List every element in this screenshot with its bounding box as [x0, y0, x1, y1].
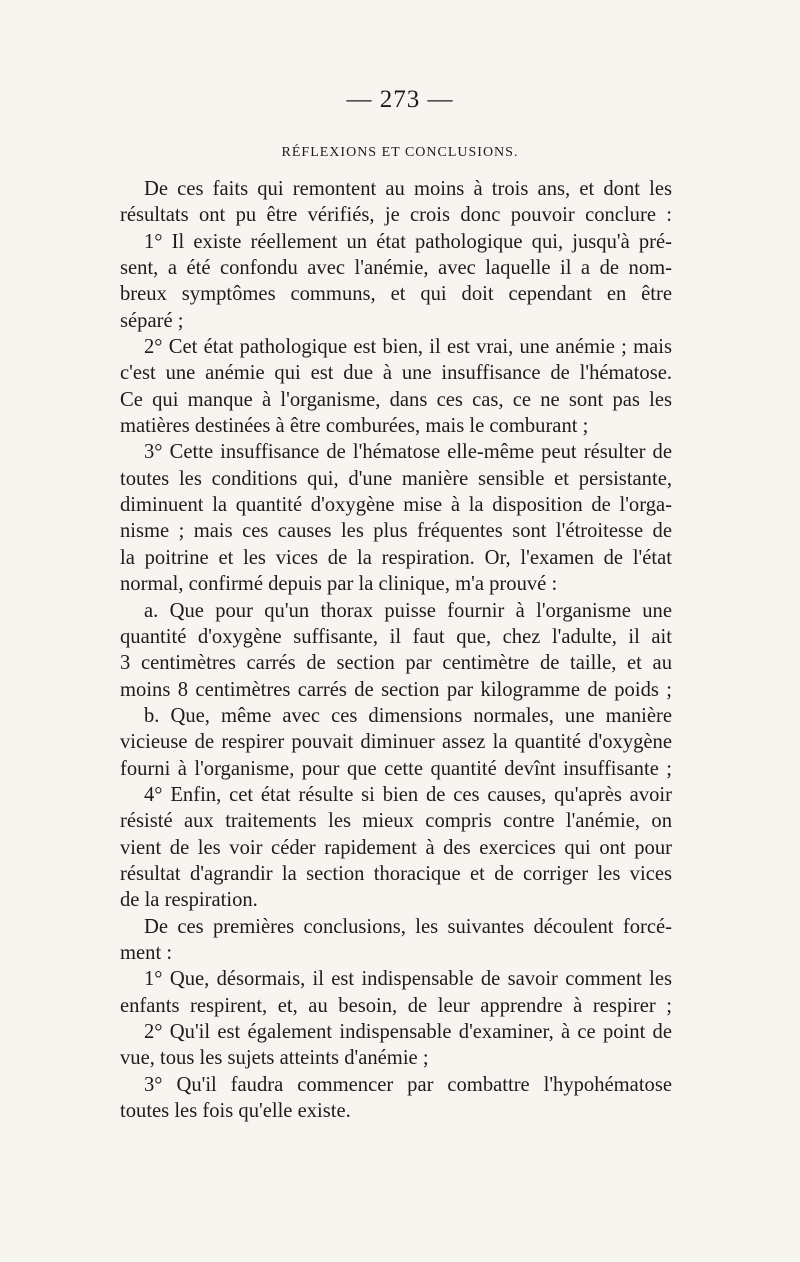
- text-line: 1° Il existe réellement un état pathologique qui, jusqu'à pré-: [144, 230, 672, 253]
- text-line: vicieuse de respirer pouvait diminuer assez la quantité d'oxygène: [120, 731, 672, 754]
- text-line: ment :: [120, 941, 173, 964]
- text-line: normal, confirmé depuis par la clinique, m'a prouvé :: [120, 573, 558, 596]
- text-line: Ce qui manque à l'organisme, dans ces cas, ce ne sont pas les: [120, 388, 672, 411]
- text-line: a. Que pour qu'un thorax puisse fournir à l'organisme une: [144, 599, 672, 622]
- text-line: b. Que, même avec ces dimensions normales, une manière: [144, 704, 672, 727]
- text-line: quantité d'oxygène suffisante, il faut que, chez l'adulte, il ait: [120, 625, 672, 648]
- text-line: de la respiration.: [120, 889, 258, 912]
- text-line: résisté aux traitements les mieux compris contre l'anémie, on: [120, 810, 672, 833]
- text-line: 3 centimètres carrés de section par centimètre de taille, et au: [120, 652, 672, 675]
- text-line: résultat d'agrandir la section thoracique et de corriger les vices: [120, 862, 672, 885]
- text-line: nisme ; mais ces causes les plus fréquentes sont l'étroitesse de: [120, 520, 672, 543]
- text-line: breux symptômes communs, et qui doit cependant en être: [120, 283, 672, 306]
- text-line: fourni à l'organisme, pour que cette quantité devînt insuffisante ;: [120, 757, 672, 780]
- text-line: De ces premières conclusions, les suivantes découlent forcé-: [144, 915, 672, 938]
- text-line: toutes les fois qu'elle existe.: [120, 1100, 351, 1123]
- text-line: c'est une anémie qui est due à une insuffisance de l'hématose.: [120, 362, 672, 385]
- text-line: matières destinées à être comburées, mais le comburant ;: [120, 415, 589, 438]
- text-line: 3° Cette insuffisance de l'hématose elle-même peut résulter de: [144, 441, 672, 464]
- text-line: séparé ;: [120, 309, 184, 332]
- text-line: 3° Qu'il faudra commencer par combattre l'hypohématose: [144, 1073, 672, 1096]
- text-line: 2° Cet état pathologique est bien, il est vrai, une anémie ; mais: [144, 336, 672, 359]
- text-line: diminuent la quantité d'oxygène mise à la disposition de l'orga-: [120, 494, 672, 517]
- page-number: — 273 —: [346, 86, 454, 113]
- body-text: [120, 176, 672, 1124]
- text-line: 1° Que, désormais, il est indispensable de savoir comment les: [144, 968, 672, 991]
- text-line: enfants respirent, et, au besoin, de leur apprendre à respirer ;: [120, 994, 672, 1017]
- running-head: RÉFLEXIONS ET CONCLUSIONS.: [281, 145, 519, 160]
- text-line: résultats ont pu être vérifiés, je crois donc pouvoir conclure :: [120, 204, 672, 227]
- text-line: 4° Enfin, cet état résulte si bien de ces causes, qu'après avoir: [144, 783, 672, 806]
- text-line: toutes les conditions qui, d'une manière sensible et persistante,: [120, 467, 672, 490]
- text-line: moins 8 centimètres carrés de section par kilogramme de poids ;: [120, 678, 672, 701]
- text-line: vue, tous les sujets atteints d'anémie ;: [120, 1047, 429, 1070]
- text-line: 2° Qu'il est également indispensable d'examiner, à ce point de: [144, 1021, 672, 1043]
- text-line: la poitrine et les vices de la respiration. Or, l'examen de l'état: [120, 546, 672, 569]
- text-line: sent, a été confondu avec l'anémie, avec laquelle il a de nom-: [120, 257, 672, 280]
- text-line: De ces faits qui remontent au moins à trois ans, et dont les: [144, 178, 672, 200]
- text-line: vient de les voir céder rapidement à des exercices qui ont pour: [120, 836, 672, 859]
